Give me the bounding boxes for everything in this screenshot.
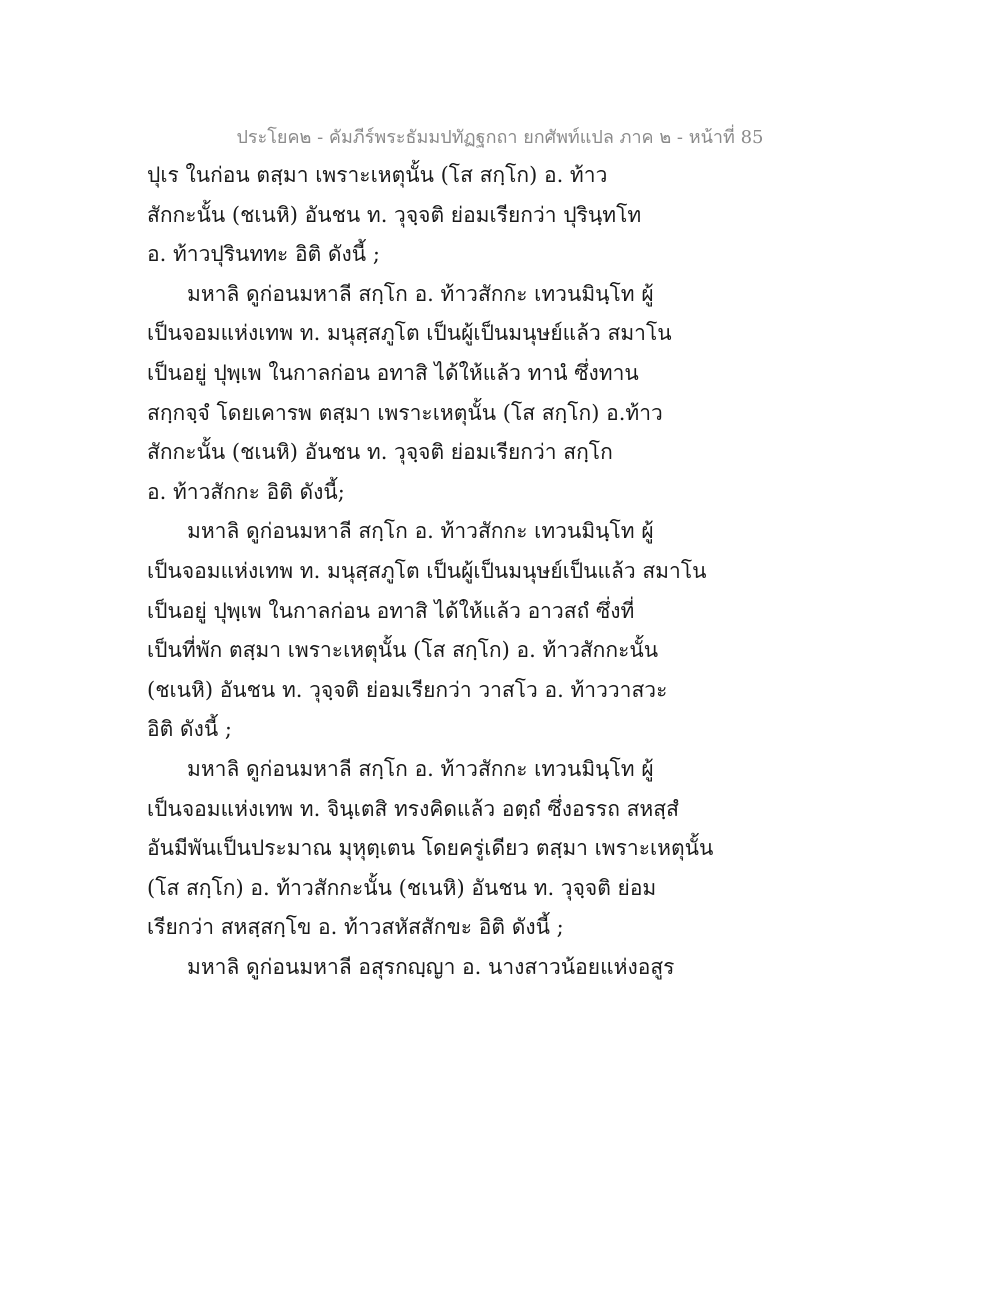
text-line: เป็นจอมแห่งเทพ ท. มนุสฺสภูโต เป็นผู้เป็นมนุษย์แล้ว สมาโน <box>147 321 672 346</box>
text-line: มหาลิ ดูก่อนมหาลี สกฺโก อ. ท้าวสักกะ เทวนมินฺโท ผู้ <box>187 519 654 544</box>
page-header: ประโยค๒ - คัมภีร์พระธัมมปทัฏฐกถา ยกศัพท์แปล ภาค ๒ - หน้าที่ 85 <box>236 127 764 148</box>
text-line: มหาลิ ดูก่อนมหาลี อสุรกญฺญา อ. นางสาวน้อยแห่งอสูร <box>187 954 675 979</box>
text-line: มหาลิ ดูก่อนมหาลี สกฺโก อ. ท้าวสักกะ เทวนมินฺโท ผู้ <box>187 281 654 306</box>
text-line: สักกะนั้น (ชเนหิ) อันชน ท. วุจฺจติ ย่อมเรียกว่า ปุรินฺทโท <box>147 202 642 227</box>
body-text <box>147 156 714 987</box>
text-line: เป็นจอมแห่งเทพ ท. มนุสฺสภูโต เป็นผู้เป็นมนุษย์เป็นแล้ว สมาโน <box>147 558 707 583</box>
text-line: อ. ท้าวสักกะ อิติ ดังนี้; <box>147 479 345 504</box>
text-line: สกฺกจฺจํ โดยเคารพ ตสฺมา เพราะเหตุนั้น (โส สกฺโก) อ.ท้าว <box>147 400 663 425</box>
text-line: เป็นที่พัก ตสฺมา เพราะเหตุนั้น (โส สกฺโก) อ. ท้าวสักกะนั้น <box>147 638 659 663</box>
text-line: สักกะนั้น (ชเนหิ) อันชน ท. วุจฺจติ ย่อมเรียกว่า สกฺโก <box>147 440 613 465</box>
text-line: อันมีพันเป็นประมาณ มุหุตฺเตน โดยครู่เดียว ตสฺมา เพราะเหตุนั้น <box>147 836 714 861</box>
text-line: เรียกว่า สหสฺสกฺโข อ. ท้าวสหัสสักขะ อิติ ดังนี้ ; <box>147 915 564 940</box>
text-line: (ชเนหิ) อันชน ท. วุจฺจติ ย่อมเรียกว่า วาสโว อ. ท้าววาสวะ <box>147 677 668 702</box>
text-line: เป็นจอมแห่งเทพ ท. จินฺเตสิ ทรงคิดแล้ว อตฺถํ ซึ่งอรรถ สหสฺสํ <box>147 796 679 821</box>
text-line: ปุเร ในก่อน ตสฺมา เพราะเหตุนั้น (โส สกฺโก) อ. ท้าว <box>147 163 608 187</box>
text-line: อ. ท้าวปุรินททะ อิติ ดังนี้ ; <box>147 242 380 267</box>
text-line: (โส สกฺโก) อ. ท้าวสักกะนั้น (ชเนหิ) อันชน ท. วุจฺจติ ย่อม <box>147 875 657 900</box>
text-line: อิติ ดังนี้ ; <box>147 717 232 742</box>
text-line: มหาลิ ดูก่อนมหาลี สกฺโก อ. ท้าวสักกะ เทวนมินฺโท ผู้ <box>187 756 654 781</box>
text-line: เป็นอยู่ ปุพฺเพ ในกาลก่อน อทาสิ ได้ให้แล้ว ทานํ ซึ่งทาน <box>147 360 639 385</box>
text-line: เป็นอยู่ ปุพฺเพ ในกาลก่อน อทาสิ ได้ให้แล้ว อาวสถํ ซึ่งที่ <box>147 598 635 623</box>
